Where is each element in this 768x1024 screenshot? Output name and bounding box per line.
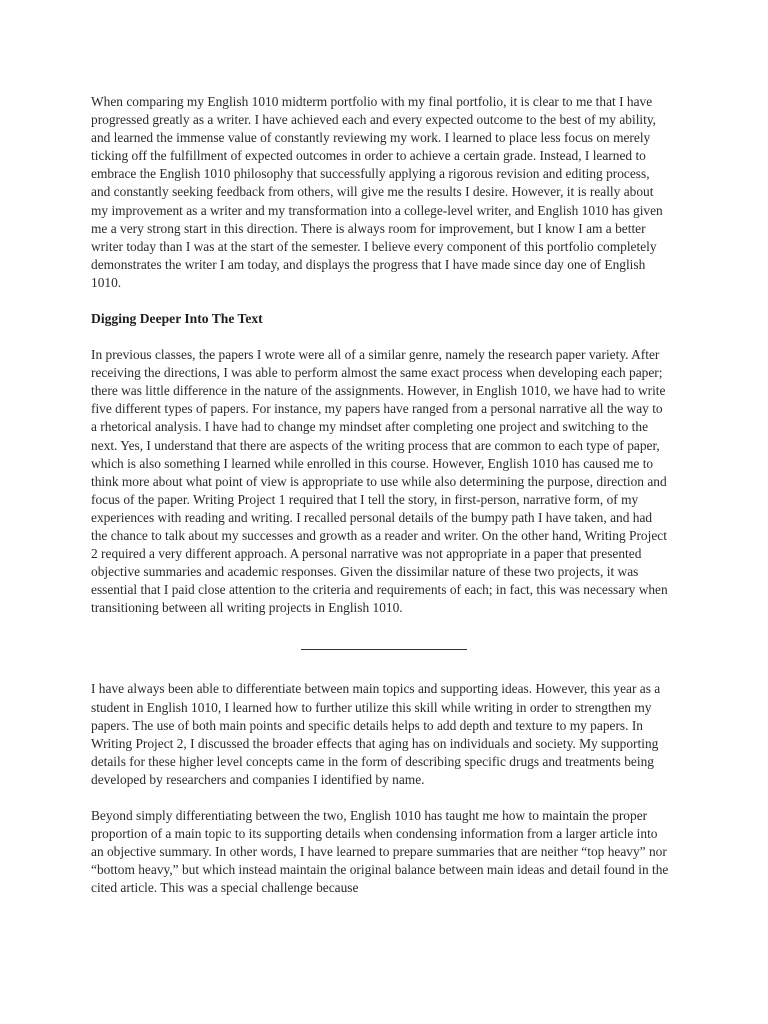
paragraph-main-topics: I have always been able to differentiate between main topics and supporting ideas. However, this year as a student in English 1010, I learned how to further utilize this skill while writing in order to strengthen my papers. The use of both main points and specific details helps to add depth and texture to my papers. In Writing Project 2, I discussed the broader effects that aging has on individuals and society. My supporting details for these higher level concepts came in the form of describing specific drugs and treatments being developed by researchers and companies I identified by name. bbox=[91, 681, 661, 787]
paragraph-proportion: Beyond simply differentiating between the two, English 1010 has taught me how to maintain the proper proportion of a main topic to its supporting details when condensing information from a larger article into an objective summary. In other words, I have learned to prepare summaries that are neither “top heavy” nor “bottom heavy,” but which instead maintain the original balance between main ideas and detail found in the cited article. This was a special challenge because bbox=[91, 808, 669, 896]
section-heading: Digging Deeper Into The Text bbox=[91, 311, 263, 327]
section-divider bbox=[301, 649, 467, 650]
paragraph-intro: When comparing my English 1010 midterm portfolio with my final portfolio, it is clear to me that I have progressed greatly as a writer. I have achieved each and every expected outcome to the best of my ability, and learned the immense value of constantly reviewing my work. I learned to place less focus on merely ticking off the fulfillment of expected outcomes in order to achieve a certain grade. Instead, I learned to embrace the English 1010 philosophy that successfully applying a rigorous revision and editing process, and constantly seeking feedback from others, will give me the results I desire. However, it is really about my improvement as a writer and my transformation into a college-level writer, and English 1010 has given me a very strong start in this direction. There is always room for improvement, but I know I am a better writer today than I was at the start of the semester. I believe every component of this portfolio completely demonstrates the writer I am today, and displays the progress that I have made since day one of English 1010. bbox=[91, 94, 663, 290]
paragraph-previous-classes: In previous classes, the papers I wrote were all of a similar genre, namely the research paper variety. After receiving the directions, I was able to perform almost the same exact process when developing each paper; there was little difference in the nature of the assignments. However, in English 1010, we have had to write five different types of papers. For instance, my papers have ranged from a personal narrative all the way to a rhetorical analysis. I have had to change my mindset after completing one project and switching to the next. Yes, I understand that there are aspects of the writing process that are common to each type of paper, which is also something I learned while enrolled in this course. However, English 1010 has caused me to think more about what point of view is appropriate to use while also determining the purpose, direction and focus of the paper. Writing Project 1 required that I tell the story, in first-person, narrative form, of my experiences with reading and writing. I recalled personal details of the bumpy path I have taken, and had the chance to talk about my successes and growth as a reader and writer. On the other hand, Writing Project 2 required a very different approach. A personal narrative was not appropriate in a paper that presented objective summaries and academic responses. Given the dissimilar nature of these two projects, it was essential that I paid close attention to the criteria and requirements of each; in fact, this was necessary when transitioning between all writing projects in English 1010. bbox=[91, 347, 668, 616]
document-body bbox=[91, 93, 671, 915]
